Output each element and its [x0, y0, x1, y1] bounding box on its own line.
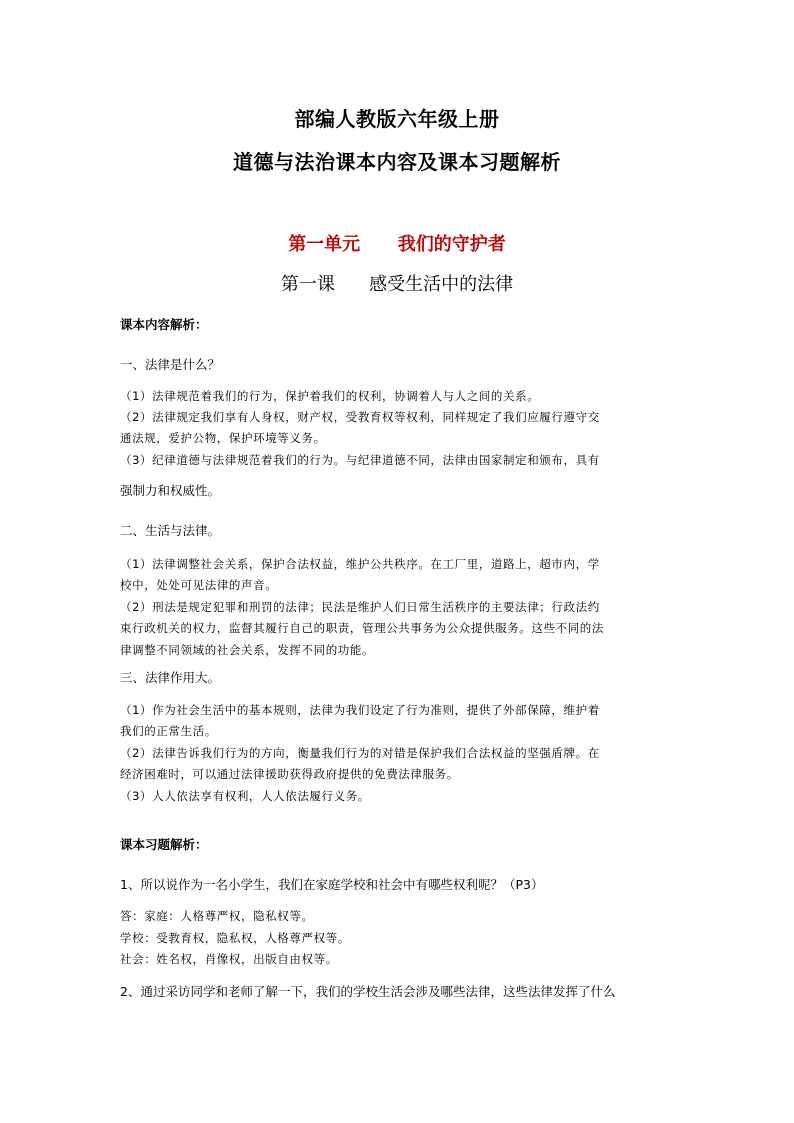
section-heading: 二、生活与法律。 [120, 523, 221, 538]
section-line: （1）法律调整社会关系，保护合法权益，维护公共秩序。在工厂里，道路上，超市内，学 [120, 557, 600, 571]
section-line: 通法规，爱护公物，保护环境等义务。 [120, 431, 326, 445]
answer-line: 社会：姓名权，肖像权，出版自由权等。 [120, 952, 338, 966]
section-heading: 一、法律是什么？ [120, 357, 221, 372]
document-title-line-1: 部编人教版六年级上册 [294, 107, 500, 131]
section-line: （3）人人依法享有权利，人人依法履行义务。 [120, 789, 370, 803]
section-line: 束行政机关的权力，监督其履行自己的职责，管理公共事务为公众提供服务。这些不同的法 [120, 621, 604, 635]
section-line: 我们的正常生活。 [120, 724, 217, 738]
lesson-number: 第一课 [280, 274, 335, 295]
section-heading: 三、法律作用大。 [120, 670, 221, 685]
lesson-heading [0, 270, 794, 296]
unit-number: 第一单元 [288, 234, 361, 255]
section-line: （2）法律告诉我们行为的方向，衡量我们行为的对错是保护我们合法权益的坚强盾牌。在 [120, 746, 600, 760]
answer-line: 答：家庭：人格尊严权，隐私权等。 [120, 909, 314, 923]
section-line: 强制力和权威性。 [120, 483, 221, 498]
question-text: 2、通过采访同学和老师了解一下，我们的学校生活会涉及哪些法律，这些法律发挥了什么 [120, 984, 616, 999]
document-title-line-2: 道德与法治课本内容及课本习题解析 [233, 150, 561, 174]
section-line: 校中，处处可见法律的声音。 [120, 578, 278, 592]
lesson-name: 感受生活中的法律 [369, 274, 514, 295]
section-line: 律调整不同领域的社会关系，发挥不同的功能。 [120, 643, 375, 657]
exercise-heading: 课本习题解析： [120, 837, 208, 852]
section-line: （3）纪律道德与法律规范着我们的行为。与纪律道德不同，法律由国家制定和颁布，具有 [120, 453, 600, 467]
content-analysis-heading: 课本内容解析： [120, 317, 208, 332]
section-line: （2）法律规定我们享有人身权，财产权，受教育权等权利，同样规定了我们应履行遵守交 [120, 410, 600, 424]
section-line: 经济困难时，可以通过法律援助获得政府提供的免费法律服务。 [120, 767, 459, 781]
unit-name: 我们的守护者 [397, 234, 506, 255]
question-text: 1、所以说作为一名小学生，我们在家庭学校和社会中有哪些权利呢？（P3） [120, 877, 544, 892]
section-line: （2）刑法是规定犯罪和刑罚的法律；民法是维护人们日常生活秩序的主要法律；行政法约 [120, 600, 600, 614]
section-line: （1）法律规范着我们的行为，保护着我们的权利，协调着人与人之间的关系。 [120, 389, 540, 403]
unit-heading [0, 230, 794, 256]
section-line: （1）作为社会生活中的基本规则，法律为我们设定了行为准则，提供了外部保障，维护着 [120, 703, 600, 717]
answer-line: 学校：受教育权，隐私权，人格尊严权等。 [120, 931, 350, 945]
